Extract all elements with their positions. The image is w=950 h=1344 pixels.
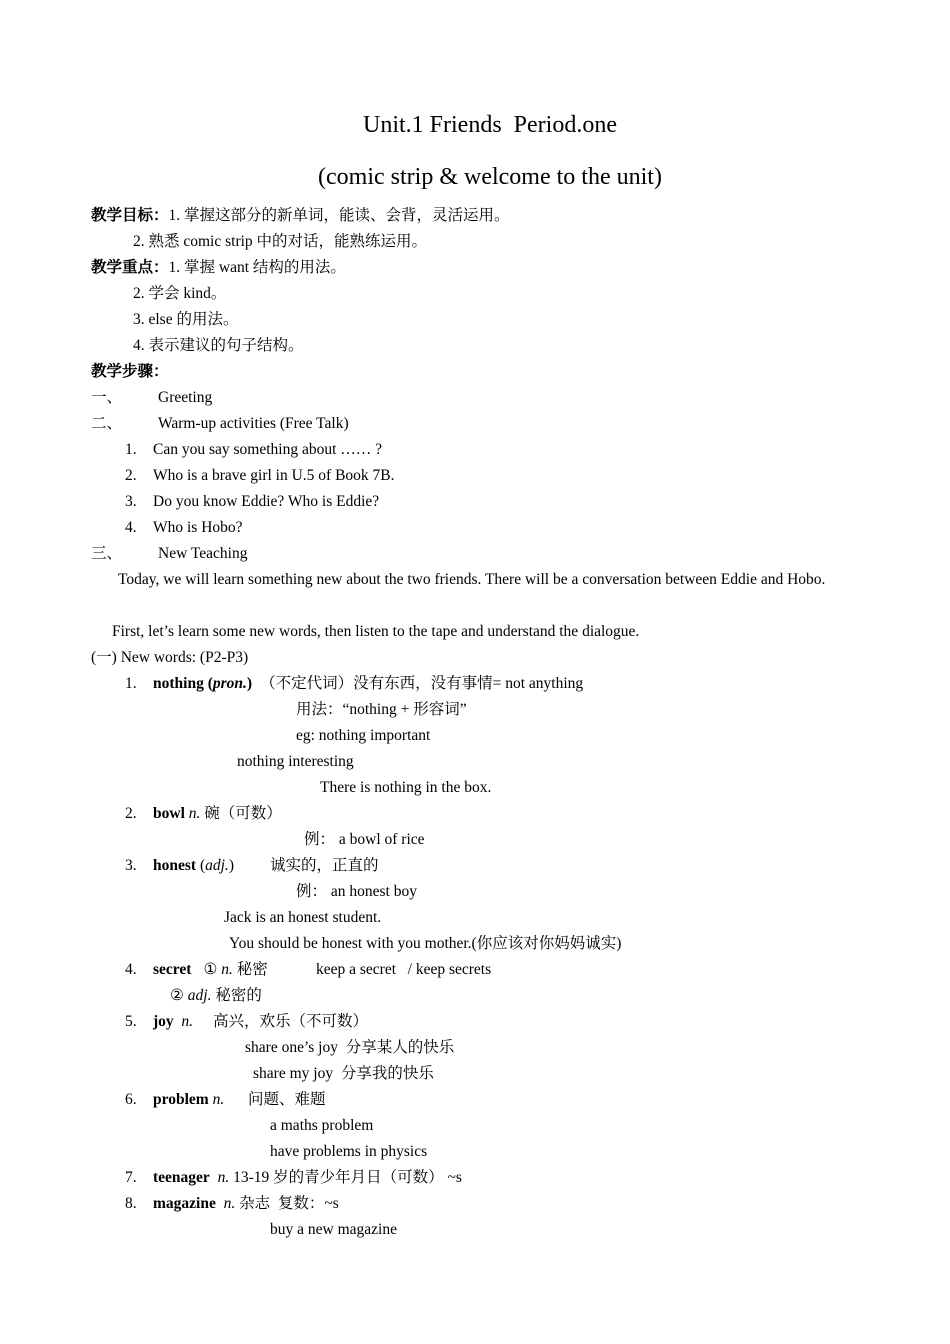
example: 例： a bowl of rice: [304, 831, 425, 848]
intro-line: First, let’s learn some new words, then listen to the tape and understand the dialogue.: [112, 623, 640, 640]
pos-bracket: (: [203, 675, 213, 692]
phrase: keep a secret / keep secrets: [316, 961, 492, 978]
word-meaning: （不定代词）没有东西，没有事情= not anything: [260, 675, 584, 692]
example: have problems in physics: [270, 1143, 428, 1160]
section-label: Greeting: [158, 389, 213, 406]
example: eg: nothing important: [296, 727, 431, 744]
word-meaning: 杂志 复数：~s: [239, 1195, 339, 1212]
example: share my joy 分享我的快乐: [253, 1065, 434, 1082]
word-number: 1.: [125, 675, 137, 692]
word-entry-magazine: [153, 1194, 339, 1214]
list-item-number: 3.: [125, 493, 137, 510]
list-item-text: Do you know Eddie? Who is Eddie?: [153, 493, 380, 510]
word-entry-joy: [153, 1012, 193, 1032]
word-entry-honest: [153, 856, 234, 876]
section-number: 二、: [91, 415, 123, 432]
word-headword: secret: [153, 961, 192, 978]
list-item-text: Can you say something about …… ?: [153, 441, 383, 458]
word-entry-nothing: [153, 674, 583, 694]
word-number: 7.: [125, 1169, 137, 1186]
word-headword: problem: [153, 1091, 209, 1108]
part-of-speech: n.: [212, 1091, 225, 1108]
part-of-speech: n.: [188, 805, 201, 822]
example: a maths problem: [270, 1117, 374, 1134]
key-points-line-1: [91, 258, 346, 278]
example: There is nothing in the box.: [320, 779, 492, 796]
word-headword: joy: [153, 1013, 174, 1030]
example: You should be honest with you mother.(你应该对你妈妈诚实): [229, 935, 622, 952]
list-item-number: 1.: [125, 441, 137, 458]
key-point-item: 2. 学会 kind。: [133, 285, 227, 302]
steps-heading: 教学步骤：: [91, 363, 169, 380]
sense-marker: ①: [203, 961, 218, 978]
word-number: 8.: [125, 1195, 137, 1212]
sense-marker: ②: [170, 987, 184, 1004]
document-title: Unit.1 Friends Period.one: [363, 112, 617, 138]
usage-note: 用法：“nothing + 形容词”: [296, 701, 467, 718]
section-label: Warm-up activities (Free Talk): [158, 415, 349, 432]
part-of-speech: n.: [221, 961, 233, 978]
word-headword: magazine: [153, 1195, 216, 1212]
new-words-heading: (一) New words: (P2-P3): [91, 649, 249, 666]
part-of-speech: adj.: [205, 857, 229, 874]
word-number: 2.: [125, 805, 137, 822]
part-of-speech: adj.: [187, 987, 212, 1004]
intro-paragraph: Today, we will learn something new about the two friends. There will be a conversation between Eddie and Hobo.: [118, 571, 826, 588]
word-meaning: 诚实的，正直的: [270, 857, 379, 874]
example: Jack is an honest student.: [224, 909, 382, 926]
list-item-number: 4.: [125, 519, 137, 536]
example: share one’s joy 分享某人的快乐: [245, 1039, 455, 1056]
word-headword: teenager: [153, 1169, 210, 1186]
word-meaning: 秘密的: [215, 987, 262, 1004]
key-points-heading: 教学重点：: [91, 259, 169, 276]
pos-bracket: ): [246, 675, 253, 692]
word-entry-problem: [153, 1090, 224, 1110]
key-point-item: 3. else 的用法。: [133, 311, 239, 328]
word-meaning: 问题、难题: [248, 1091, 326, 1108]
word-entry-secret: [153, 960, 268, 980]
part-of-speech: pron.: [212, 675, 247, 692]
objective-item: 2. 熟悉 comic strip 中的对话，能熟练运用。: [133, 233, 428, 250]
objectives-line-1: [91, 206, 510, 226]
word-number: 4.: [125, 961, 137, 978]
example: 例： an honest boy: [296, 883, 417, 900]
pos-bracket: (: [196, 857, 206, 874]
word-entry-bowl: [153, 804, 282, 824]
word-headword: bowl: [153, 805, 185, 822]
document-subtitle: (comic strip & welcome to the unit): [318, 164, 662, 190]
example: buy a new magazine: [270, 1221, 397, 1238]
word-entry-teenager: [153, 1168, 462, 1188]
list-item-text: Who is a brave girl in U.5 of Book 7B.: [153, 467, 395, 484]
part-of-speech: n.: [223, 1195, 236, 1212]
section-label: New Teaching: [158, 545, 248, 562]
list-item-number: 2.: [125, 467, 137, 484]
word-number: 6.: [125, 1091, 137, 1108]
word-headword: honest: [153, 857, 197, 874]
word-number: 3.: [125, 857, 137, 874]
word-headword: nothing: [153, 675, 204, 692]
section-number: 一、: [91, 389, 123, 406]
key-point-item: 1. 掌握 want 结构的用法。: [168, 259, 346, 276]
word-meaning: 13-19 岁的青少年月日（可数） ~s: [233, 1169, 462, 1186]
objective-item: 1. 掌握这部分的新单词，能读、会背，灵活运用。: [168, 207, 510, 224]
example: nothing interesting: [237, 753, 354, 770]
word-meaning: 秘密: [236, 961, 268, 978]
part-of-speech: n.: [181, 1013, 194, 1030]
word-meaning: 高兴，欢乐（不可数）: [213, 1013, 369, 1030]
word-number: 5.: [125, 1013, 137, 1030]
section-number: 三、: [91, 545, 123, 562]
word-sense-2: [170, 986, 262, 1006]
list-item-text: Who is Hobo?: [153, 519, 243, 536]
key-point-item: 4. 表示建议的句子结构。: [133, 337, 304, 354]
word-meaning: 碗（可数）: [204, 805, 282, 822]
part-of-speech: n.: [217, 1169, 230, 1186]
objectives-heading: 教学目标：: [91, 207, 169, 224]
pos-bracket: ): [228, 857, 234, 874]
